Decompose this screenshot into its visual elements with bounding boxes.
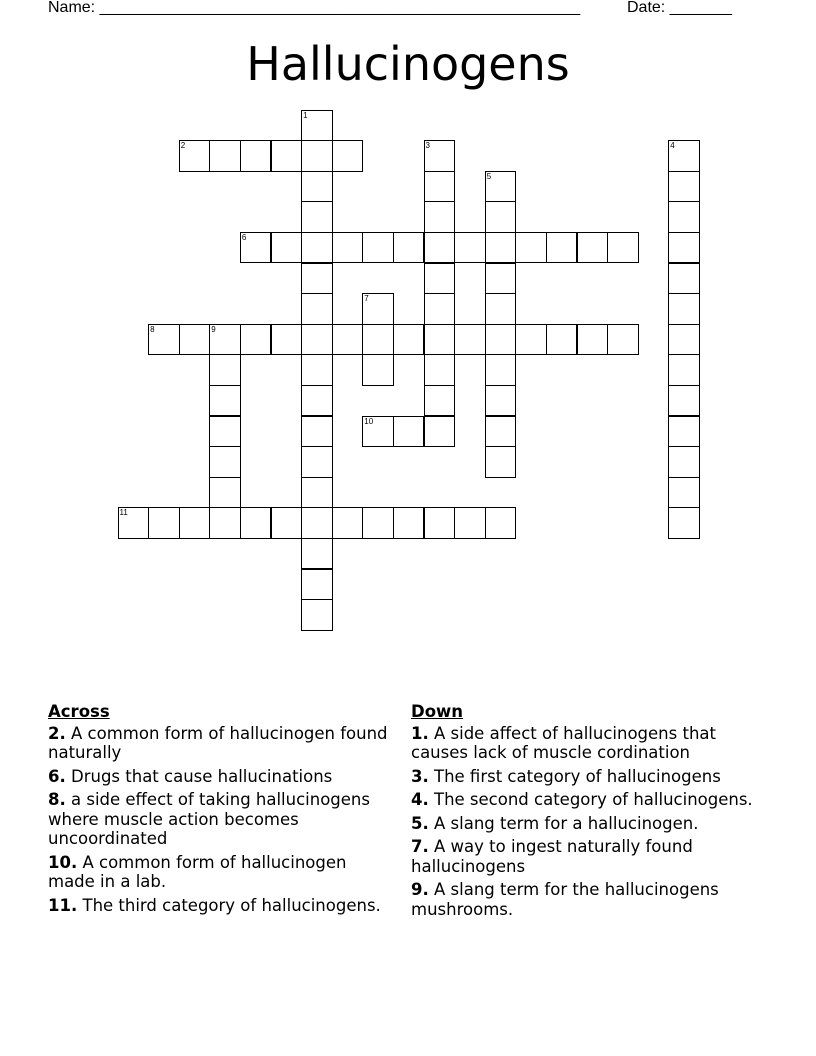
clue-down-7: [411, 837, 761, 876]
grid-cell[interactable]: [271, 232, 303, 264]
grid-cell[interactable]: [485, 293, 517, 325]
clue-down-3: [411, 767, 761, 787]
grid-cell[interactable]: [485, 354, 517, 386]
grid-cell[interactable]: [362, 232, 394, 264]
grid-cell[interactable]: [301, 354, 333, 386]
across-clues: [48, 702, 398, 919]
clue-across-8: [48, 790, 398, 849]
grid-cell[interactable]: [362, 507, 394, 539]
grid-cell[interactable]: [668, 385, 700, 417]
clue-down-5: [411, 814, 761, 834]
cell-number: 6: [241, 232, 247, 242]
clue-text: The first category of hallucinogens: [434, 766, 721, 786]
grid-cell[interactable]: [577, 232, 609, 264]
grid-cell[interactable]: [424, 354, 456, 386]
clue-text: a side effect of taking hallucinogens where muscle action becomes uncoordinated: [48, 790, 370, 848]
cell-number: 11: [119, 508, 128, 518]
grid-cell[interactable]: [148, 324, 180, 356]
down-heading: Down: [411, 702, 464, 721]
clue-text: A common form of hallucinogen found naturally: [48, 723, 388, 762]
grid-cell[interactable]: [271, 140, 303, 172]
grid-cell[interactable]: [454, 324, 486, 356]
grid-cell[interactable]: [485, 232, 517, 264]
clue-number: 2.: [48, 723, 66, 743]
date-field-label: Date: _______: [627, 0, 732, 16]
grid-cell[interactable]: [668, 446, 700, 478]
grid-cell[interactable]: [209, 354, 241, 386]
grid-cell[interactable]: [485, 507, 517, 539]
grid-cell[interactable]: [485, 324, 517, 356]
grid-cell[interactable]: [271, 324, 303, 356]
grid-cell[interactable]: [668, 507, 700, 539]
page-title: Hallucinogens: [246, 37, 570, 91]
grid-cell[interactable]: [362, 416, 394, 448]
grid-cell[interactable]: [485, 171, 517, 203]
grid-cell[interactable]: [179, 507, 211, 539]
grid-cell[interactable]: [301, 599, 333, 631]
grid-cell[interactable]: [209, 507, 241, 539]
cell-number: 1: [303, 110, 308, 120]
grid-cell[interactable]: [668, 354, 700, 386]
cell-number: 7: [364, 294, 369, 304]
clue-down-9: [411, 880, 761, 919]
grid-cell[interactable]: [485, 263, 517, 295]
grid-cell[interactable]: [118, 507, 150, 539]
grid-cell[interactable]: [332, 324, 364, 356]
grid-cell[interactable]: [546, 324, 578, 356]
clue-number: 8.: [48, 790, 66, 809]
clue-number: 7.: [411, 837, 429, 856]
grid-cell[interactable]: [301, 569, 333, 601]
grid-cell[interactable]: [424, 293, 456, 325]
clue-across-11: [48, 896, 398, 916]
grid-cell[interactable]: [454, 507, 486, 539]
grid-cell[interactable]: [485, 446, 517, 478]
grid-cell[interactable]: [668, 140, 700, 172]
grid-cell[interactable]: [179, 324, 211, 356]
grid-cell[interactable]: [209, 446, 241, 478]
clue-across-6: [48, 767, 398, 787]
grid-cell[interactable]: [301, 201, 333, 233]
grid-cell[interactable]: [179, 140, 211, 172]
clue-text: A side affect of hallucinogens that causes lack of muscle cordination: [411, 723, 716, 762]
cell-number: 8: [150, 324, 155, 334]
grid-cell[interactable]: [393, 416, 425, 448]
cell-number: 10: [364, 416, 374, 426]
grid-cell[interactable]: [301, 171, 333, 203]
grid-cell[interactable]: [301, 293, 333, 325]
grid-cell[interactable]: [393, 324, 425, 356]
grid-cell[interactable]: [240, 140, 272, 172]
grid-cell[interactable]: [424, 385, 456, 417]
grid-cell[interactable]: [332, 140, 364, 172]
grid-cell[interactable]: [515, 324, 547, 356]
grid-cell[interactable]: [301, 477, 333, 509]
grid-cell[interactable]: [668, 263, 700, 295]
grid-cell[interactable]: [362, 324, 394, 356]
grid-cell[interactable]: [209, 324, 241, 356]
grid-cell[interactable]: [546, 232, 578, 264]
clue-text: The second category of hallucinogens.: [434, 790, 753, 809]
grid-cell[interactable]: [668, 477, 700, 509]
grid-cell[interactable]: [577, 324, 609, 356]
cell-number: 9: [211, 324, 216, 334]
clue-number: 5.: [411, 813, 429, 833]
grid-cell[interactable]: [393, 507, 425, 539]
grid-cell[interactable]: [301, 140, 333, 172]
grid-cell[interactable]: [424, 140, 456, 172]
grid-cell[interactable]: [424, 201, 456, 233]
grid-cell[interactable]: [424, 324, 456, 356]
grid-cell[interactable]: [607, 232, 639, 264]
clue-down-1: [411, 724, 761, 763]
clue-number: 3.: [411, 766, 429, 786]
grid-cell[interactable]: [485, 385, 517, 417]
grid-cell[interactable]: [362, 354, 394, 386]
cell-number: 5: [486, 171, 492, 181]
clue-text: The third category of hallucinogens.: [82, 895, 381, 915]
grid-cell[interactable]: [607, 324, 639, 356]
grid-cell[interactable]: [301, 416, 333, 448]
clue-text: A common form of hallucinogen made in a lab.: [48, 852, 347, 891]
grid-cell[interactable]: [424, 171, 456, 203]
grid-cell[interactable]: [301, 324, 333, 356]
clue-text: Drugs that cause hallucinations: [71, 766, 333, 786]
clue-number: 10.: [48, 852, 78, 872]
grid-cell[interactable]: [424, 507, 456, 539]
grid-cell[interactable]: [668, 416, 700, 448]
grid-cell[interactable]: [240, 324, 272, 356]
grid-cell[interactable]: [454, 232, 486, 264]
grid-cell[interactable]: [301, 232, 333, 264]
down-clues: [411, 702, 761, 923]
grid-cell[interactable]: [668, 324, 700, 356]
grid-cell[interactable]: [301, 446, 333, 478]
grid-cell[interactable]: [240, 232, 272, 264]
grid-cell[interactable]: [301, 538, 333, 570]
grid-cell[interactable]: [485, 416, 517, 448]
clue-number: 1.: [411, 723, 429, 743]
cell-number: 4: [670, 141, 675, 151]
clue-number: 11.: [48, 895, 78, 915]
grid-cell[interactable]: [209, 416, 241, 448]
grid-cell[interactable]: [240, 507, 272, 539]
clue-across-2: [48, 724, 398, 763]
cell-number: 3: [425, 141, 430, 151]
grid-cell[interactable]: [301, 385, 333, 417]
grid-cell[interactable]: [485, 201, 517, 233]
grid-cell[interactable]: [332, 507, 364, 539]
across-heading: Across: [48, 702, 110, 721]
clue-text: A way to ingest naturally found hallucinogens: [411, 837, 693, 876]
clue-across-10: [48, 853, 398, 892]
grid-cell[interactable]: [362, 293, 394, 325]
clue-number: 6.: [48, 766, 66, 786]
grid-cell[interactable]: [668, 232, 700, 264]
grid-cell[interactable]: [332, 232, 364, 264]
grid-cell[interactable]: [209, 477, 241, 509]
clue-down-4: [411, 790, 761, 810]
grid-cell[interactable]: [668, 171, 700, 203]
grid-cell[interactable]: [148, 507, 180, 539]
name-field-label: Name: ______________________________________________________: [48, 0, 581, 16]
grid-cell[interactable]: [424, 232, 456, 264]
grid-cell[interactable]: [209, 140, 241, 172]
grid-cell[interactable]: [668, 293, 700, 325]
grid-cell[interactable]: [209, 385, 241, 417]
clue-number: 9.: [411, 880, 429, 899]
grid-cell[interactable]: [424, 263, 456, 295]
clue-number: 4.: [411, 790, 429, 809]
grid-cell[interactable]: [271, 507, 303, 539]
grid-cell[interactable]: [393, 232, 425, 264]
clue-text: A slang term for the hallucinogens mushrooms.: [411, 880, 719, 919]
grid-cell[interactable]: [515, 232, 547, 264]
cell-number: 2: [180, 141, 186, 151]
grid-cell[interactable]: [301, 507, 333, 539]
clue-text: A slang term for a hallucinogen.: [434, 813, 699, 833]
grid-cell[interactable]: [668, 201, 700, 233]
grid-cell[interactable]: [301, 263, 333, 295]
grid-cell[interactable]: [301, 110, 333, 142]
grid-cell[interactable]: [424, 416, 456, 448]
